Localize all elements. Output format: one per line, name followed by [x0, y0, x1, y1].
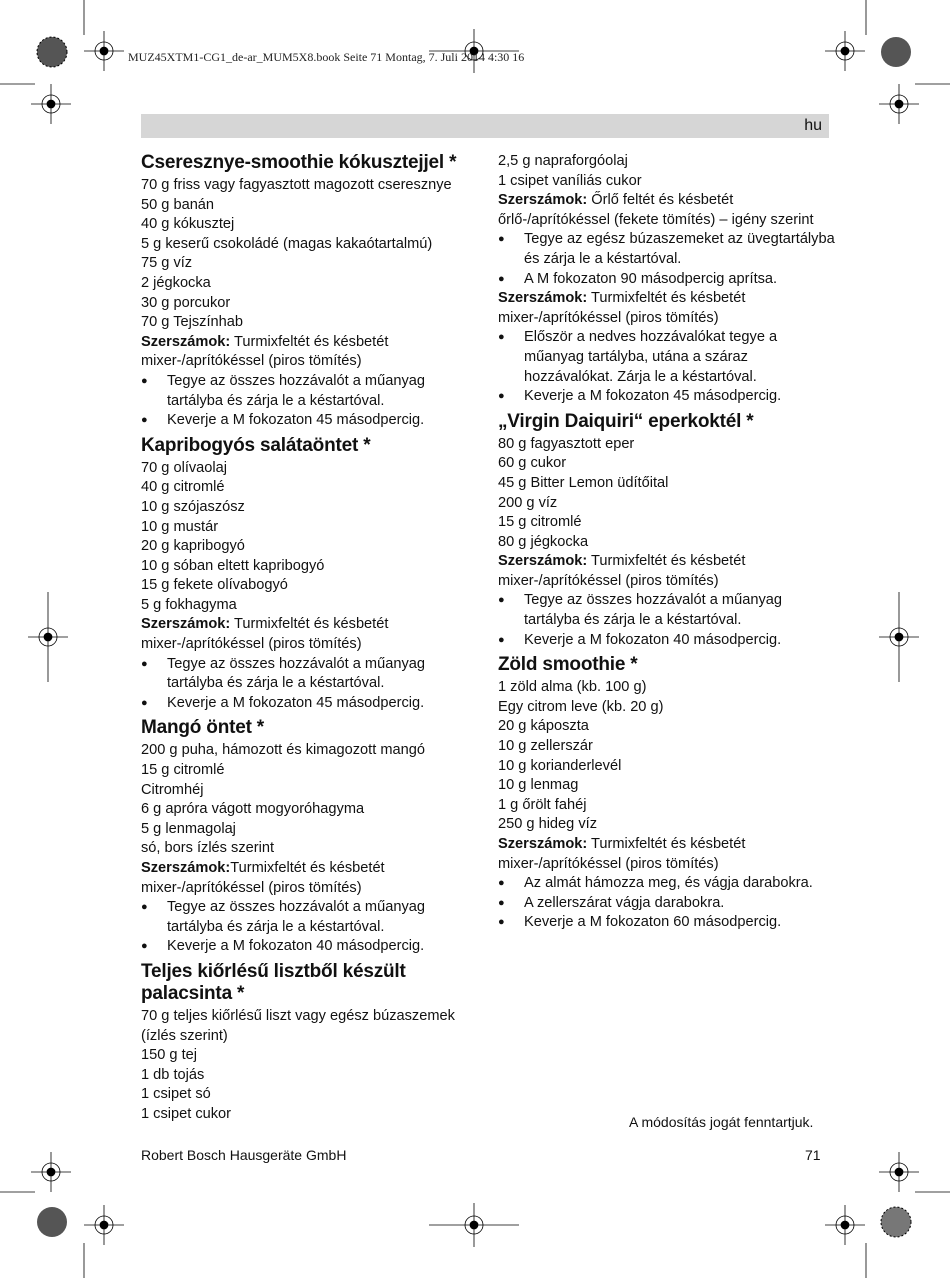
ingredient: 1 g őrölt fahéj	[498, 796, 587, 813]
ingredient: 10 g lenmag	[498, 777, 579, 794]
tools-label: Szerszámok:	[141, 333, 231, 350]
step: ● Tegye az összes hozzávalót a műanyag tartályba és zárja le a késtartóval.	[498, 591, 838, 630]
ingredient: só, bors ízlés szerint	[141, 840, 275, 857]
registration-target	[825, 1205, 865, 1245]
ingredient: 1 csipet só	[141, 1086, 211, 1103]
page-number: 71	[805, 1147, 821, 1163]
recipe-title: Zöld smoothie *	[498, 654, 638, 676]
language-bar	[141, 114, 829, 138]
recipe-title: „Virgin Daiquiri“ eperkoktél *	[498, 410, 754, 432]
ingredient: 15 g citromlé	[498, 514, 582, 531]
tools-line	[141, 859, 481, 898]
recipe-title: Mangó öntet *	[141, 717, 264, 739]
registration-target	[879, 592, 919, 682]
ingredient: 75 g víz	[141, 255, 193, 272]
registration-target	[31, 1152, 71, 1192]
ingredient: 20 g káposzta	[498, 718, 589, 735]
tools-line	[141, 615, 481, 654]
tools-text: Őrlő feltét és késbetét őrlő-/aprítókéssel (fekete tömítés) – igény szerint	[498, 192, 814, 228]
print-header: MUZ45XTM1-CG1_de-ar_MUM5X8.book Seite 71 Montag, 7. Juli 2014 4:30 16	[128, 50, 525, 64]
ingredient: 40 g citromlé	[141, 479, 225, 496]
left-column	[141, 152, 481, 1125]
ingredient: 10 g zellerszár	[498, 738, 593, 755]
ingredient: Citromhéj	[141, 781, 204, 798]
color-star-target	[37, 37, 67, 67]
step: ● Keverje a M fokozaton 45 másodpercig.	[141, 411, 481, 431]
ingredient: 10 g mustár	[141, 518, 219, 535]
ingredient: 70 g Tejszínhab	[141, 314, 243, 331]
ingredient: 80 g fagyasztott eper	[498, 435, 635, 452]
tools-line	[498, 835, 838, 874]
step: ● Tegye az összes hozzávalót a műanyag tartályba és zárja le a késtartóval.	[141, 655, 481, 694]
color-star-target	[881, 37, 911, 67]
ingredient: 250 g hideg víz	[498, 816, 597, 833]
registration-target	[28, 592, 68, 682]
ingredient: 70 g teljes kiőrlésű liszt vagy egész búzaszemek (ízlés szerint)	[141, 1007, 455, 1044]
ingredient: 15 g citromlé	[141, 762, 225, 779]
step: ● A M fokozaton 90 másodpercig aprítsa.	[498, 270, 838, 290]
ingredient: 1 csipet cukor	[141, 1105, 232, 1122]
registration-target	[879, 84, 919, 124]
footer-company: Robert Bosch Hausgeräte GmbH	[141, 1147, 347, 1163]
ingredient: 15 g fekete olívabogyó	[141, 577, 288, 594]
ingredient: 5 g fokhagyma	[141, 596, 237, 613]
step: ● Keverje a M fokozaton 60 másodpercig.	[498, 913, 838, 933]
tools-text: Turmixfeltét és késbetét mixer-/aprítókéssel (piros tömítés)	[141, 616, 389, 653]
registration-target	[84, 1205, 124, 1245]
registration-target	[31, 84, 71, 124]
ingredient: 150 g tej	[141, 1047, 197, 1064]
ingredient: 70 g olívaolaj	[141, 459, 228, 476]
tools-text: Turmixfeltét és késbetét mixer-/aprítókéssel (piros tömítés)	[141, 333, 389, 370]
step: ● Keverje a M fokozaton 40 másodpercig.	[498, 631, 838, 651]
registration-target	[825, 31, 865, 71]
language-code: hu	[804, 117, 822, 134]
ingredient: 70 g friss vagy fagyasztott magozott cseresznye	[141, 177, 452, 193]
tools-line	[141, 333, 481, 372]
tools-line	[498, 191, 838, 230]
ingredient: 10 g szójaszósz	[141, 498, 245, 515]
recipe-title: Kapribogyós salátaöntet *	[141, 434, 371, 456]
ingredient: 1 zöld alma (kb. 100 g)	[498, 679, 647, 696]
step: ● Tegye az összes hozzávalót a műanyag tartályba és zárja le a késtartóval.	[141, 898, 481, 937]
ingredient: 50 g banán	[141, 196, 215, 213]
registration-target	[879, 1152, 919, 1192]
step: ● Az almát hámozza meg, és vágja darabokra.	[498, 874, 838, 894]
right-column	[498, 152, 838, 933]
registration-target	[429, 1203, 519, 1247]
tools-label: Szerszámok:	[498, 553, 588, 570]
ingredient: 200 g puha, hámozott és kimagozott mangó	[141, 742, 425, 759]
tools-text: Turmixfeltét és késbetét mixer-/aprítókéssel (piros tömítés)	[141, 860, 385, 896]
step: ● Tegye az összes hozzávalót a műanyag tartályba és zárja le a késtartóval.	[141, 372, 481, 411]
ingredient: 10 g korianderlevél	[498, 757, 622, 774]
footer-note: A módosítás jogát fenntartjuk.	[629, 1114, 814, 1130]
tools-text: Turmixfeltét és késbetét mixer-/aprítókéssel (piros tömítés)	[498, 290, 746, 326]
step: ● Tegye az egész búzaszemeket az üvegtartályba és zárja le a késtartóval.	[498, 230, 838, 269]
tools-line	[498, 289, 838, 328]
recipe-title: Cseresznye-smoothie kókusztejjel *	[141, 152, 457, 173]
tools-label: Szerszámok:	[498, 192, 588, 209]
ingredient: 2,5 g napraforgóolaj	[498, 153, 628, 169]
ingredient: 30 g porcukor	[141, 294, 231, 311]
tools-line	[498, 552, 838, 591]
step: ● Keverje a M fokozaton 45 másodpercig.	[141, 694, 481, 714]
ingredient: 80 g jégkocka	[498, 533, 589, 550]
ingredient: 5 g keserű csokoládé (magas kakaótartalmú)	[141, 235, 433, 252]
tools-text: Turmixfeltét és késbetét mixer-/aprítókéssel (piros tömítés)	[498, 836, 746, 872]
ingredient: 5 g lenmagolaj	[141, 820, 236, 837]
ingredient: 60 g cukor	[498, 455, 567, 472]
step: ● A zellerszárat vágja darabokra.	[498, 894, 838, 914]
ingredient: 45 g Bitter Lemon üdítőital	[498, 474, 669, 491]
step: ● Keverje a M fokozaton 40 másodpercig.	[141, 937, 481, 957]
ingredient: 6 g apróra vágott mogyoróhagyma	[141, 801, 365, 818]
color-star-target	[37, 1207, 67, 1237]
tools-text: Turmixfeltét és késbetét mixer-/aprítókéssel (piros tömítés)	[498, 553, 746, 589]
color-star-target	[881, 1207, 911, 1237]
ingredient: 200 g víz	[498, 494, 558, 511]
step: ● Először a nedves hozzávalókat tegye a műanyag tartályba, utána a száraz hozzávalókat. Zárja le a késtartóval.	[498, 328, 838, 387]
ingredient: 10 g sóban eltett kapribogyó	[141, 557, 325, 574]
ingredient: 40 g kókusztej	[141, 216, 235, 233]
ingredient: 1 db tojás	[141, 1066, 205, 1083]
recipe-title: Teljes kiőrlésű lisztből készült palacsinta *	[141, 960, 406, 1004]
ingredient: 2 jégkocka	[141, 274, 211, 291]
step: ● Keverje a M fokozaton 45 másodpercig.	[498, 387, 838, 407]
registration-target	[84, 31, 124, 71]
ingredient: 1 csipet vaníliás cukor	[498, 172, 642, 189]
tools-label: Szerszámok:	[498, 836, 588, 852]
tools-label: Szerszámok:	[141, 616, 231, 633]
tools-label: Szerszámok:	[141, 860, 231, 876]
ingredient: 20 g kapribogyó	[141, 538, 245, 555]
ingredient: Egy citrom leve (kb. 20 g)	[498, 698, 664, 715]
tools-label: Szerszámok:	[498, 290, 588, 307]
